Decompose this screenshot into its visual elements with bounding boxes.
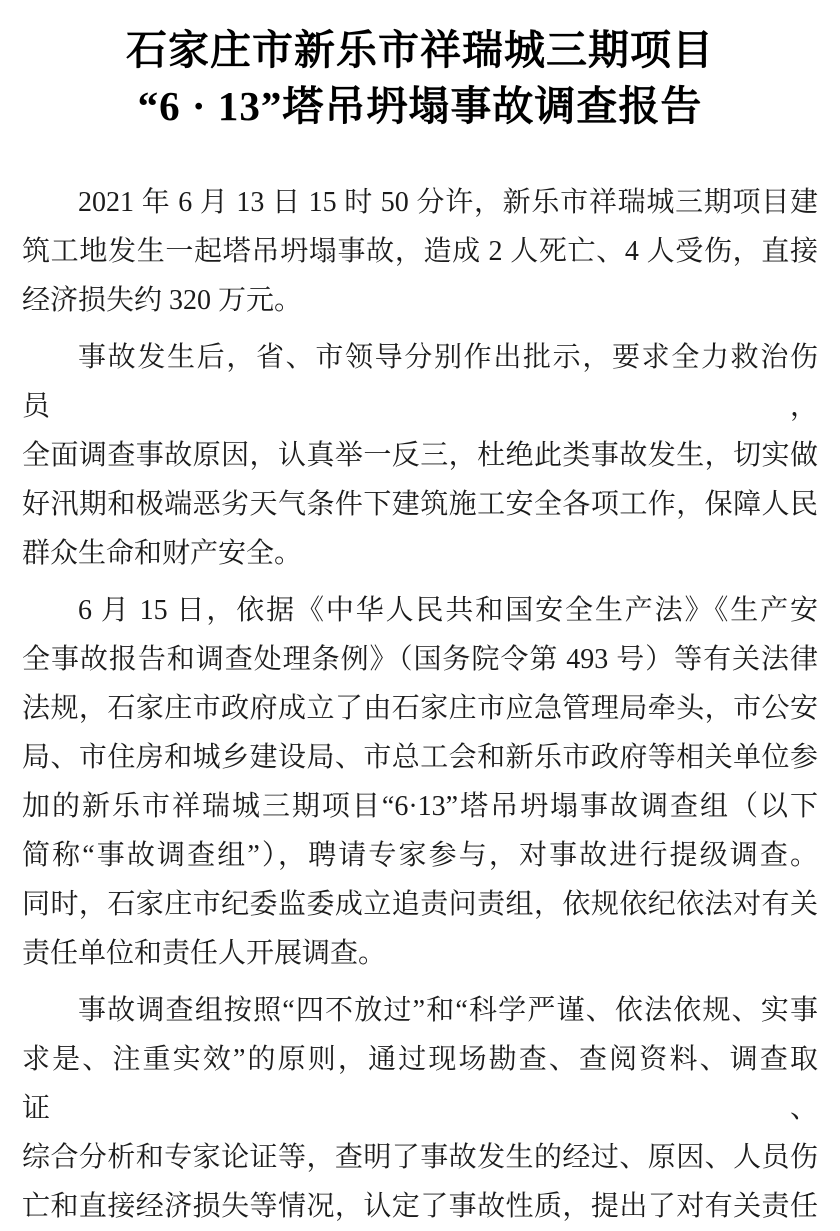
text-line: 全面调查事故原因，认真举一反三，杜绝此类事故发生，切实做: [22, 440, 818, 471]
text-line: 责任单位和责任人开展调查。: [22, 938, 387, 969]
text-line: 全事故报告和调查处理条例》（国务院令第 493 号）等有关法律: [22, 644, 818, 675]
text-line: 经济损失约 320 万元。: [22, 285, 303, 316]
document-body: [0, 178, 840, 1231]
text-line: 事故发生后，省、市领导分别作出批示，要求全力救治伤员，: [22, 342, 818, 422]
paragraph-3: [22, 586, 818, 978]
paragraph-4: [22, 986, 818, 1231]
document-title-line1: 石家庄市新乐市祥瑞城三期项目: [126, 27, 714, 73]
text-line: 法规，石家庄市政府成立了由石家庄市应急管理局牵头，市公安: [22, 693, 818, 724]
text-line: 筑工地发生一起塔吊坍塌事故，造成 2 人死亡、4 人受伤，直接: [22, 236, 818, 267]
text-line: 2021 年 6 月 13 日 15 时 50 分许，新乐市祥瑞城三期项目建: [78, 187, 818, 218]
text-line: 简称“事故调查组”），聘请专家参与，对事故进行提级调查。: [22, 840, 818, 871]
text-line: 求是、注重实效”的原则，通过现场勘查、查阅资料、调查取证、: [22, 1044, 818, 1124]
text-line: 加的新乐市祥瑞城三期项目“6·13”塔吊坍塌事故调查组（以下: [22, 791, 818, 822]
text-line: 综合分析和专家论证等，查明了事故发生的经过、原因、人员伤: [22, 1142, 818, 1173]
document-title-line2: “6 · 13”塔吊坍塌事故调查报告: [137, 83, 703, 129]
document-title: [0, 0, 840, 134]
paragraph-2: [22, 333, 818, 578]
text-line: 群众生命和财产安全。: [22, 538, 303, 569]
text-line: 事故调查组按照“四不放过”和“科学严谨、依法依规、实事: [78, 995, 818, 1026]
paragraph-1: [22, 178, 818, 325]
text-line: 好汛期和极端恶劣天气条件下建筑施工安全各项工作，保障人民: [22, 489, 818, 520]
text-line: 同时，石家庄市纪委监委成立追责问责组，依规依纪依法对有关: [22, 889, 818, 920]
text-line: 6 月 15 日，依据《中华人民共和国安全生产法》《生产安: [78, 595, 818, 626]
text-line: 亡和直接经济损失等情况，认定了事故性质，提出了对有关责任: [22, 1191, 818, 1222]
text-line: 局、市住房和城乡建设局、市总工会和新乐市政府等相关单位参: [22, 742, 818, 773]
